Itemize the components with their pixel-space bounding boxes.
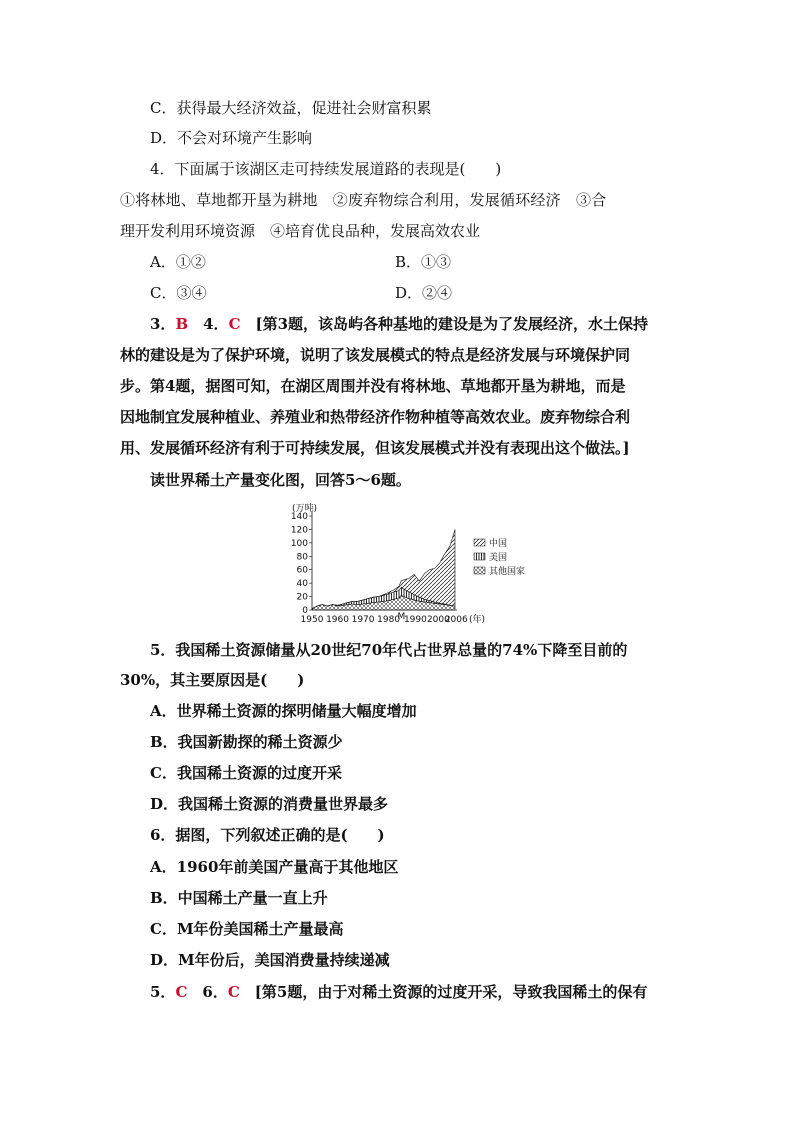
- option-5d: D．我国稀土资源的消费量世界最多: [150, 795, 389, 813]
- answer-5-6-line1: [150, 982, 647, 1002]
- intro-5-6: 读世界稀土产量变化图，回答5～6题。: [150, 471, 411, 489]
- y-tick-label: 100: [290, 538, 308, 549]
- rare-earth-production-chart: [268, 502, 558, 630]
- answer-3-4-line4: 因地制宜发展种植业、养殖业和热带经济作物种植等高效农业。废弃物综合利: [120, 408, 631, 426]
- legend-swatch: [474, 539, 485, 546]
- legend-label: 美国: [489, 553, 508, 563]
- answer-6-letter: C: [227, 983, 240, 1001]
- option-4c: C．③④: [150, 284, 207, 302]
- x-tick-label-m: M: [397, 612, 406, 622]
- option-4a: A．①②: [150, 253, 206, 271]
- question-4-stem: 4．下面属于该湖区走可持续发展道路的表现是( ): [150, 160, 502, 178]
- x-tick-label: 1980: [377, 615, 401, 625]
- y-tick-label: 80: [296, 552, 308, 563]
- question-6-stem: 6．据图，下列叙述正确的是( ): [150, 826, 385, 844]
- answer-3-4-line5: 用、发展循环经济有利于可持续发展，但该发展模式并没有表现出这个做法。]: [120, 439, 630, 457]
- y-tick-label: 20: [296, 592, 308, 603]
- x-tick-label: 2006: [444, 615, 468, 625]
- option-5a: A．世界稀土资源的探明储量大幅度增加: [150, 702, 417, 720]
- option-6a: A．1960年前美国产量高于其他地区: [150, 858, 399, 876]
- y-tick-label: 120: [290, 525, 308, 536]
- x-axis-label: (年): [469, 615, 486, 625]
- answer-4-letter: C: [228, 315, 241, 333]
- option-6c: C．M年份美国稀土产量最高: [150, 920, 344, 938]
- chart-plot-area: [312, 529, 455, 610]
- y-tick-label: 140: [290, 512, 308, 522]
- option-5c: C．我国稀土资源的过度开采: [150, 764, 342, 782]
- answer-3-4-explanation-start: [第3题，该岛屿各种基地的建设是为了发展经济，水土保持: [240, 315, 649, 333]
- chart-legend: [474, 537, 525, 577]
- legend-swatch: [474, 567, 485, 574]
- answer-3-letter: B: [175, 315, 189, 333]
- x-tick-label: 1960: [326, 615, 349, 625]
- option-6b: B．中国稀土产量一直上升: [150, 889, 328, 907]
- legend-swatch: [474, 553, 485, 560]
- answer-5-letter: C: [175, 983, 188, 1001]
- y-tick-label: 40: [296, 579, 308, 590]
- y-tick-label: 0: [302, 606, 308, 616]
- question-4-items-line2: 理开发利用环境资源 ④培育优良品种，发展高效农业: [120, 222, 481, 240]
- question-5-stem-line2: 30%，其主要原因是( ): [120, 671, 305, 689]
- answer-prefix: 3．: [150, 315, 176, 333]
- answer-3-4-line3: 步。第4题，据图可知，在湖区周围并没有将林地、草地都开垦为耕地，而是: [120, 377, 626, 395]
- answer-3-4-line1: [150, 314, 648, 334]
- option-4d: D．②④: [395, 284, 453, 302]
- question-5-stem-line1: 5．我国稀土资源储量从20世纪70年代占世界总量的74%下降至目前的: [150, 641, 628, 659]
- x-tick-label: 1950: [300, 615, 324, 625]
- option-5b: B．我国新勘探的稀土资源少: [150, 733, 343, 751]
- answer-5-6-explanation-start: [第5题，由于对稀土资源的过度开采，导致我国稀土的保有: [239, 983, 648, 1001]
- answer-mid: 4．: [188, 315, 229, 333]
- option-3d: D．不会对环境产生影响: [150, 129, 313, 147]
- option-3c: C．获得最大经济效益，促进社会财富积累: [150, 99, 432, 117]
- y-tick-label: 60: [296, 565, 308, 576]
- answer-3-4-line2: 林的建设是为了保护环境，说明了该发展模式的特点是经济发展与环境保护同: [120, 346, 631, 364]
- x-tick-label: 1970: [351, 615, 375, 625]
- option-6d: D．M年份后，美国消费量持续递减: [150, 951, 390, 969]
- legend-label: 其他国家: [489, 567, 526, 577]
- x-tick-label: 1990: [403, 615, 427, 625]
- option-4b: B．①③: [395, 253, 452, 271]
- x-tick-label: 2000: [426, 615, 450, 625]
- answer-mid: 6．: [187, 983, 228, 1001]
- answer-prefix: 5．: [150, 983, 176, 1001]
- y-axis-label: (万吨): [292, 504, 318, 514]
- legend-label: 中国: [489, 539, 508, 549]
- question-4-items-line1: ①将林地、草地都开垦为耕地 ②废弃物综合利用，发展循环经济 ③合: [120, 191, 607, 209]
